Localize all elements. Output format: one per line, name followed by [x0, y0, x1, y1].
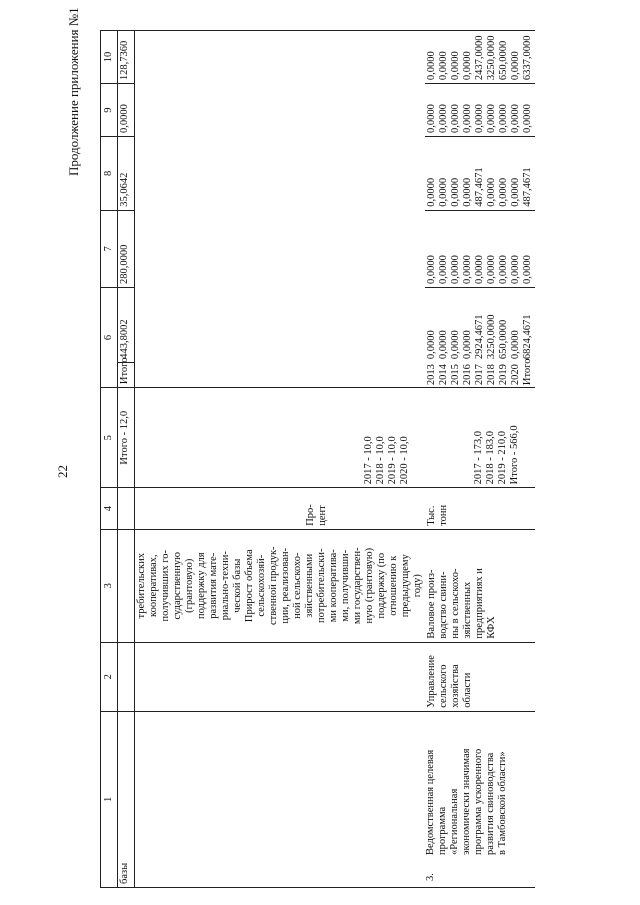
cell-col5: Итого - 12,0	[118, 388, 135, 488]
cell-col6-label: Итого	[118, 362, 135, 387]
values-col9: 0,0000 0,0000 0,0000 0,0000 0,0000 0,0000 0,0000 0,0000 0,0000	[425, 84, 535, 137]
cell-col4	[118, 488, 135, 529]
page-number: 22	[55, 465, 70, 478]
header-cell: 7	[101, 210, 118, 287]
program-name: Ведомственная целевая программа «Региональная экономически значимая программа ускоренного развития свиноводства в Тамбовской области»	[425, 748, 508, 855]
cell-col10: 128,7360	[118, 31, 135, 84]
header-cell: 8	[101, 137, 118, 211]
values-col7: 0,0000 0,0000 0,0000 0,0000 0,0000 0,0000 0,0000 0,0000 0,0000	[425, 210, 535, 287]
rotated-table-area	[100, 28, 590, 888]
cell-col6-value: 443,8002	[118, 287, 135, 362]
table-row	[425, 31, 535, 888]
header-cell: 3	[101, 529, 118, 642]
unit-text: Про- цент	[135, 488, 426, 529]
program-number: 3.	[425, 873, 436, 881]
targets-text: 2017 - 173,0 2018 - 183,0 2019 - 210,0 Итого - 566,0	[425, 388, 535, 488]
table-row	[135, 31, 426, 888]
indicator-text: Валовое произ- водство свини- ны в сельскохо- зяйственных предприятиях и КФХ	[425, 529, 535, 642]
header-cell: 10	[101, 31, 118, 84]
values-col10: 0,0000 0,0000 0,0000 0,0000 2437,0000 3250,0000 650,0000 0,0000 6337,0000	[425, 31, 535, 84]
continuation-label: Продолжение приложения №1	[66, 7, 81, 176]
header-cell: 5	[101, 388, 118, 488]
cell-col3	[118, 529, 135, 642]
cell-col9: 0,0000	[118, 84, 135, 137]
header-cell: 1	[101, 711, 118, 887]
header-row	[101, 31, 118, 888]
values-col6: 0,0000 0,0000 0,0000 0,0000 2924,4671 3250,0000 650,0000 0,0000 6824,4671	[426, 314, 533, 360]
indicator-text: требительских кооперативах, получивших го- сударственную (грантовую) поддержку для развития мате- риально-техни- ческой базы Прирост объема сельскохозяй- ственной продук- ции, реализован- ной сельскохо- зяйственными потребительски- ми кооператива- ми, получивши- ми государствен- ную (грантовую) поддержку (по отношению к предыдущему году)	[135, 529, 426, 642]
table-row	[118, 31, 135, 888]
years-list: 2013 2014 2015 2016 2017 2018 2019 2020 Итого	[426, 358, 533, 386]
header-cell: 4	[101, 488, 118, 529]
header-cell: 9	[101, 84, 118, 137]
program-cell	[425, 711, 535, 887]
header-cell: 6	[101, 287, 118, 387]
targets-text: 2017 - 10,0 2018 - 10,0 2019 - 10,0 2020 - 10,0	[135, 388, 426, 488]
executor-text: Управление сельского хозяйства области	[425, 642, 535, 711]
unit-text: Тыс. тонн	[425, 488, 535, 529]
program-table	[100, 30, 535, 888]
cell-col2	[118, 642, 135, 711]
cell-col1: базы	[118, 711, 135, 887]
header-cell: 2	[101, 642, 118, 711]
values-col8: 0,0000 0,0000 0,0000 0,0000 487,4671 0,0000 0,0000 0,0000 487,4671	[425, 137, 535, 211]
cell-col8: 35,0642	[118, 137, 135, 211]
cell-col7: 280,0000	[118, 210, 135, 287]
